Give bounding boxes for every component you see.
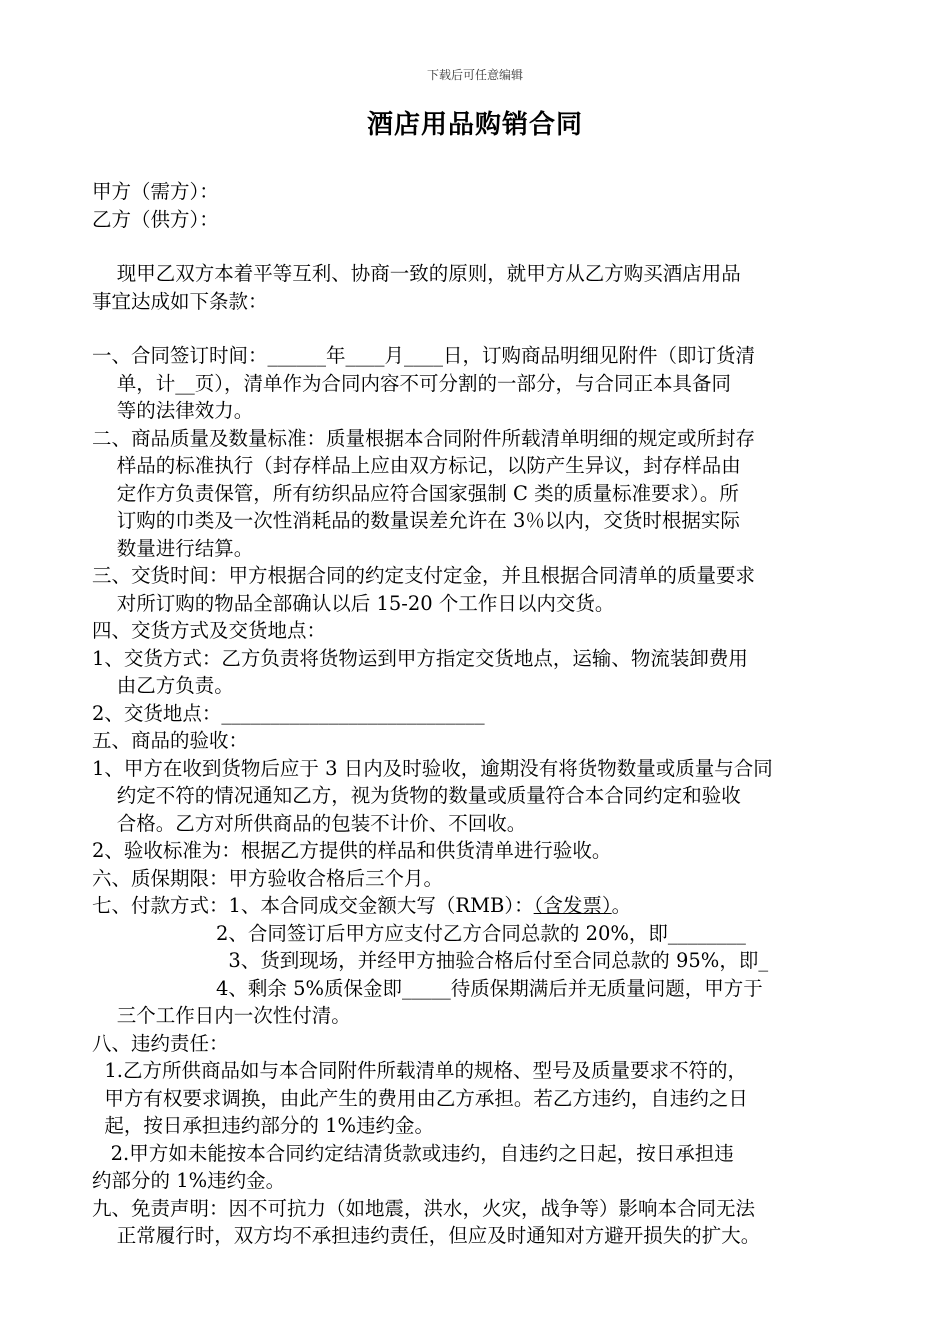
breach-line: 起，按日承担违约部分的 1%违约金。 xyxy=(92,1114,435,1137)
party-a-line: 甲方（需方）： xyxy=(92,180,219,203)
payment-end: 。 xyxy=(611,894,632,917)
clause-line: 合格。乙方对所供商品的包装不计价、不回收。 xyxy=(92,811,527,835)
clause-line: 单，计__页），清单作为合同内容不可分割的一部分，与合同正本具备同 xyxy=(92,371,732,395)
document-title: 酒店用品购销合同 xyxy=(366,110,583,140)
clause-line: 数量进行结算。 xyxy=(92,536,254,560)
invoice-note: （含发票） xyxy=(533,894,612,917)
clause-line: 四、交货方式及交货地点： xyxy=(92,619,327,642)
clause-line: 样品的标准执行（封存样品上应由双方标记，以防产生异议，封存样品由 xyxy=(92,454,741,477)
clause-line: 三、交货时间：甲方根据合同的约定支付定金，并且根据合同清单的质量要求 xyxy=(92,564,756,587)
clause-line: 等的法律效力。 xyxy=(92,399,254,422)
clause-line: 由乙方负责。 xyxy=(92,674,234,697)
payment-label: 七、付款方式：1、本合同成交金额大写（RMB）： xyxy=(92,894,534,917)
clause-line: 订购的巾类及一次性消耗品的数量误差允许在 3％以内，交货时根据实际 xyxy=(92,509,740,532)
header-note: 下载后可任意编辑 xyxy=(426,68,523,82)
intro-line: 事宜达成如下条款： xyxy=(92,289,268,313)
breach-line: 甲方有权要求调换，由此产生的费用由乙方承担。若乙方违约，自违约之日 xyxy=(92,1086,748,1110)
breach-line: 2.甲方如未能按本合同约定结清货款或违约，自违约之日起，按日承担违 xyxy=(92,1141,734,1165)
clause-line: 2、验收标准为：根据乙方提供的样品和供货清单进行验收。 xyxy=(92,839,612,862)
clause-line: 2、交货地点：___________________________ xyxy=(92,701,485,725)
clause-line: 二、商品质量及数量标准：质量根据本合同附件所载清单明细的规定或所封存 xyxy=(92,426,756,450)
breach-line: 约部分的 1%违约金。 xyxy=(92,1169,286,1192)
payment-line-4: 4、剩余 5%质保金即_____待质保期满后并无质量问题，甲方于 xyxy=(92,976,763,1000)
payment-line-1 xyxy=(92,892,872,920)
disclaimer-line: 九、免责声明：因不可抗力（如地震，洪水，火灾，战争等）影响本合同无法 xyxy=(92,1196,756,1220)
intro-line: 现甲乙双方本着平等互利、协商一致的原则，就甲方从乙方购买酒店用品 xyxy=(92,262,741,285)
clause-line: 1、甲方在收到货物后应于 3 日内及时验收，逾期没有将货物数量或质量与合同 xyxy=(92,756,773,780)
clause-line: 一、合同签订时间：______年____月____日，订购商品明细见附件（即订货清 xyxy=(92,344,756,367)
payment-line-5: 三个工作日内一次性付清。 xyxy=(92,1004,351,1027)
clause-line: 对所订购的物品全部确认以后 15-20 个工作日以内交货。 xyxy=(92,591,615,615)
party-b-line: 乙方（供方）： xyxy=(92,207,219,231)
disclaimer-line: 正常履行时，双方均不承担违约责任，但应及时通知对方避开损失的扩大。 xyxy=(92,1224,761,1247)
clause-line: 六、质保期限：甲方验收合格后三个月。 xyxy=(92,866,444,890)
payment-line-2: 2、合同签订后甲方应支付乙方合同总款的 20%，即________ xyxy=(92,921,746,945)
clause-line: 1、交货方式：乙方负责将货物运到甲方指定交货地点，运输、物流装卸费用 xyxy=(92,646,748,670)
contract-body xyxy=(92,178,872,1250)
breach-line: 1.乙方所供商品如与本合同附件所载清单的规格、型号及质量要求不符的， xyxy=(92,1059,748,1082)
clause-line: 约定不符的情况通知乙方，视为货物的数量或质量符合本合同约定和验收 xyxy=(92,784,741,807)
clause-line: 定作方负责保管，所有纺织品应符合国家强制 C 类的质量标准要求）。所 xyxy=(92,481,739,505)
breach-line: 八、违约责任： xyxy=(92,1031,229,1055)
clause-line: 五、商品的验收： xyxy=(92,729,249,752)
payment-line-3: 3、货到现场，并经甲方抽验合格后付至合同总款的 95%，即_ xyxy=(92,949,769,972)
